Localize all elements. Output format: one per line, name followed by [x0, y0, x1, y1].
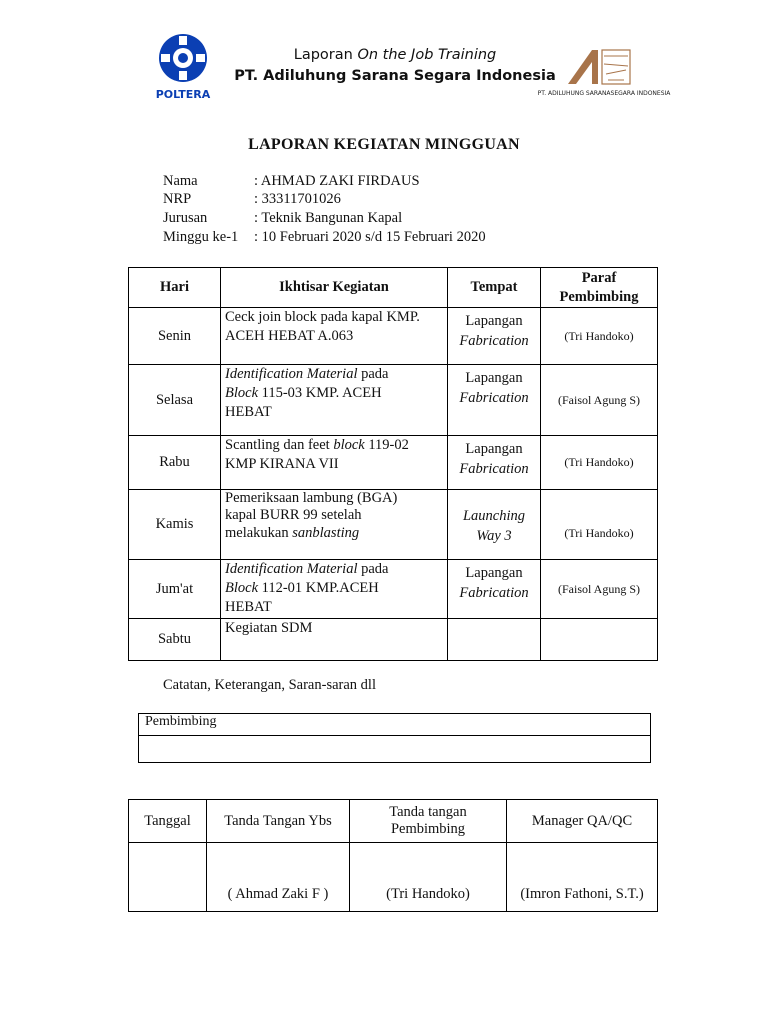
info-label-nrp: NRP: [163, 191, 192, 207]
place-cell: Launching Way 3: [448, 490, 541, 560]
info-label-minggu: Minggu ke-1: [163, 229, 239, 245]
adiluhung-logo-text: PT. ADILUHUNG SARANASEGARA INDONESIA: [537, 90, 671, 97]
place-cell: Lapangan Fabrication: [448, 436, 541, 490]
header-hari: Hari: [129, 268, 221, 308]
header-manager: Manager QA/QC: [507, 800, 658, 843]
activity-cell: Ceck join block pada kapal KMP. ACEH HEBAT A.063: [221, 308, 448, 365]
weekly-activity-table: [128, 267, 658, 661]
pembimbing-notes-field[interactable]: [139, 736, 651, 763]
activity-cell: Identification Material pada Block 112-01 KMP.ACEH HEBAT: [221, 560, 448, 619]
signature-table: [128, 799, 658, 912]
signature-student: ( Ahmad Zaki F ): [207, 843, 350, 912]
sign-cell: (Tri Handoko): [541, 490, 658, 560]
header-line-2: PT. Adiluhung Sarana Segara Indonesia: [234, 68, 556, 84]
day-cell: Jum'at: [129, 560, 221, 619]
table-row: [129, 308, 658, 365]
sign-cell: [541, 619, 658, 661]
day-cell: Kamis: [129, 490, 221, 560]
header-tanggal: Tanggal: [129, 800, 207, 843]
activity-cell: Identification Material pada Block 115-03 KMP. ACEH HEBAT: [221, 365, 448, 436]
sign-cell: (Tri Handoko): [541, 436, 658, 490]
day-cell: Sabtu: [129, 619, 221, 661]
sign-cell: (Faisol Agung S): [541, 365, 658, 436]
place-cell: Lapangan Fabrication: [448, 308, 541, 365]
info-value-minggu: : 10 Februari 2020 s/d 15 Februari 2020: [254, 229, 486, 245]
place-cell: [448, 619, 541, 661]
day-cell: Rabu: [129, 436, 221, 490]
activity-cell: Kegiatan SDM: [221, 619, 448, 661]
adiluhung-logo: [537, 44, 671, 100]
sign-cell: (Faisol Agung S): [541, 560, 658, 619]
document-title: LAPORAN KEGIATAN MINGGUAN: [248, 136, 520, 153]
signature-row: [129, 843, 658, 912]
header-tanda-tangan-pembimbing: Tanda tangan Pembimbing: [350, 800, 507, 843]
pembimbing-notes-table: [138, 713, 651, 763]
table-row: [129, 436, 658, 490]
header-tempat: Tempat: [448, 268, 541, 308]
info-value-nama: : AHMAD ZAKI FIRDAUS: [254, 173, 420, 189]
header-paraf: Paraf Pembimbing: [541, 268, 658, 308]
info-value-nrp: : 33311701026: [254, 191, 341, 207]
place-cell: Lapangan Fabrication: [448, 365, 541, 436]
info-label-jurusan: Jurusan: [163, 210, 208, 226]
table-header-row: [129, 268, 658, 308]
info-label-nama: Nama: [163, 173, 198, 189]
poltera-logo: [148, 30, 218, 102]
header-line-1: Laporan On the Job Training: [293, 47, 497, 63]
table-row: [129, 560, 658, 619]
table-row: [129, 490, 658, 560]
day-cell: Senin: [129, 308, 221, 365]
info-value-jurusan: : Teknik Bangunan Kapal: [254, 210, 403, 226]
header-tanda-tangan-ybs: Tanda Tangan Ybs: [207, 800, 350, 843]
place-cell: Lapangan Fabrication: [448, 560, 541, 619]
activity-cell: Scantling dan feet block 119-02 KMP KIRANA VII: [221, 436, 448, 490]
sign-cell: (Tri Handoko): [541, 308, 658, 365]
notes-label: Catatan, Keterangan, Saran-saran dll: [163, 677, 376, 693]
table-row: [129, 619, 658, 661]
tanggal-field[interactable]: [129, 843, 207, 912]
signature-header-row: [129, 800, 658, 843]
day-cell: Selasa: [129, 365, 221, 436]
pembimbing-label: Pembimbing: [139, 714, 651, 736]
signature-pembimbing: (Tri Handoko): [350, 843, 507, 912]
table-row: [129, 365, 658, 436]
activity-cell: Pemeriksaan lambung (BGA) kapal BURR 99 setelah melakukan sanblasting: [221, 490, 448, 560]
signature-manager: (Imron Fathoni, S.T.): [507, 843, 658, 912]
header-ikhtisar: Ikhtisar Kegiatan: [221, 268, 448, 308]
poltera-logo-text: POLTERA: [155, 88, 211, 101]
